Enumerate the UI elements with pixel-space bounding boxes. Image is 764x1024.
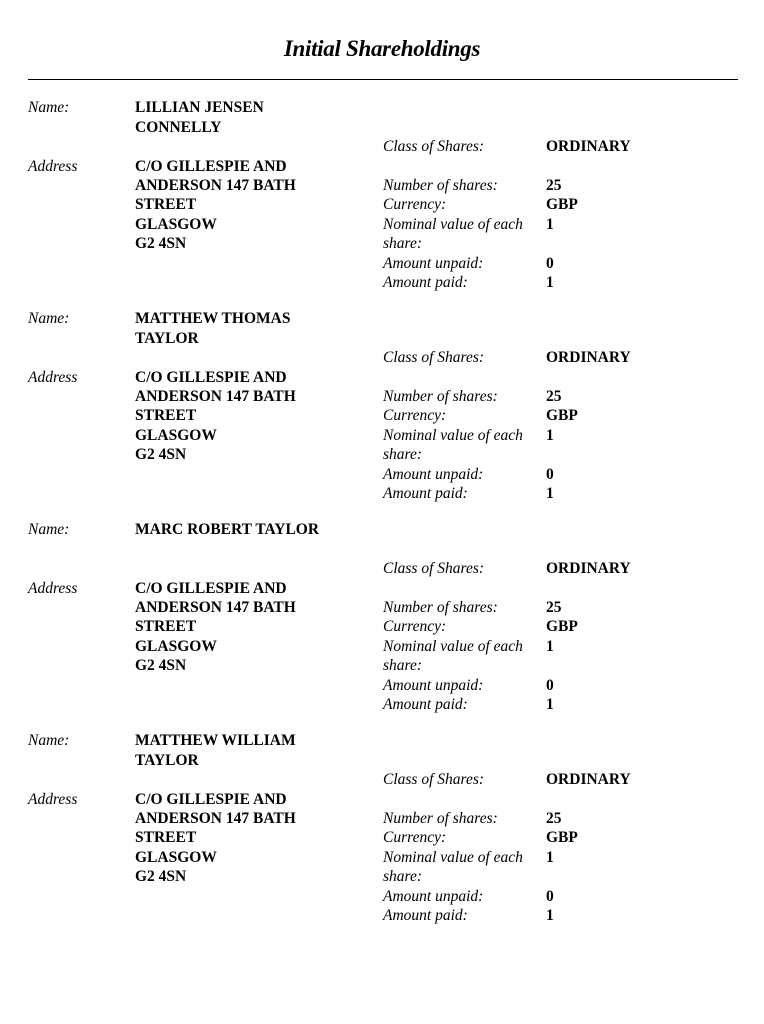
amount-paid-label: Amount paid: <box>383 484 468 502</box>
address-line: G2 4SN <box>135 235 187 252</box>
number-of-shares-label: Number of shares: <box>383 388 498 405</box>
number-of-shares-label: Number of shares: <box>383 177 498 194</box>
title-divider <box>28 79 738 80</box>
currency-label: Currency: <box>383 196 447 213</box>
number-of-shares-value: 25 <box>546 177 562 194</box>
nominal-value-label: share: <box>383 235 423 252</box>
amount-paid-label: Amount paid: <box>383 695 468 713</box>
name-label: Name: <box>28 99 70 116</box>
amount-unpaid-label: Amount unpaid: <box>383 465 484 483</box>
class-of-shares-label: Class of Shares: <box>383 771 485 788</box>
address-line: ANDERSON 147 BATH <box>135 388 296 405</box>
address-label: Address <box>28 157 78 175</box>
number-of-shares-value: 25 <box>546 388 562 405</box>
currency-label: Currency: <box>383 407 447 424</box>
address-line: GLASGOW <box>135 426 217 444</box>
class-of-shares-label: Class of Shares: <box>383 560 485 577</box>
amount-paid-value: 1 <box>546 484 554 502</box>
name-label: Name: <box>28 310 70 327</box>
nominal-value-label: Nominal value of each <box>383 426 523 444</box>
shareholder-block <box>0 309 764 514</box>
address-line: C/O GILLESPIE AND <box>135 790 287 808</box>
amount-unpaid-label: Amount unpaid: <box>383 676 484 694</box>
number-of-shares-value: 25 <box>546 810 562 827</box>
class-of-shares-value: ORDINARY <box>546 560 631 577</box>
address-line: STREET <box>135 618 197 635</box>
amount-unpaid-value: 0 <box>546 465 554 483</box>
shareholder-name: CONNELLY <box>135 118 222 136</box>
address-line: GLASGOW <box>135 637 217 655</box>
name-label: Name: <box>28 732 70 749</box>
address-line: GLASGOW <box>135 848 217 866</box>
currency-value: GBP <box>546 618 578 635</box>
nominal-value-label: Nominal value of each <box>383 848 523 866</box>
amount-paid-value: 1 <box>546 906 554 924</box>
nominal-value-label: share: <box>383 446 423 463</box>
number-of-shares-label: Number of shares: <box>383 599 498 616</box>
address-line: G2 4SN <box>135 446 187 463</box>
shareholder-name: MARC ROBERT TAYLOR <box>135 521 320 538</box>
class-of-shares-value: ORDINARY <box>546 771 631 788</box>
class-of-shares-label: Class of Shares: <box>383 349 485 366</box>
amount-paid-label: Amount paid: <box>383 906 468 924</box>
amount-unpaid-value: 0 <box>546 887 554 905</box>
address-line: ANDERSON 147 BATH <box>135 810 296 827</box>
address-line: ANDERSON 147 BATH <box>135 177 296 194</box>
shareholder-name: TAYLOR <box>135 329 199 347</box>
number-of-shares-value: 25 <box>546 599 562 616</box>
nominal-value-label: share: <box>383 657 423 674</box>
shareholder-block <box>0 520 764 725</box>
shareholder-name: LILLIAN JENSEN <box>135 99 264 116</box>
address-line: G2 4SN <box>135 868 187 885</box>
shareholder-block <box>0 98 764 303</box>
address-label: Address <box>28 368 78 386</box>
amount-paid-label: Amount paid: <box>383 273 468 291</box>
nominal-value-value: 1 <box>546 848 554 866</box>
nominal-value-value: 1 <box>546 426 554 444</box>
nominal-value-value: 1 <box>546 637 554 655</box>
shareholder-name: MATTHEW WILLIAM <box>135 732 296 749</box>
currency-label: Currency: <box>383 829 447 846</box>
shareholder-name: MATTHEW THOMAS <box>135 310 291 327</box>
address-line: STREET <box>135 407 197 424</box>
nominal-value-label: Nominal value of each <box>383 637 523 655</box>
class-of-shares-value: ORDINARY <box>546 349 631 366</box>
class-of-shares-value: ORDINARY <box>546 138 631 155</box>
nominal-value-label: share: <box>383 868 423 885</box>
class-of-shares-label: Class of Shares: <box>383 138 485 155</box>
nominal-value-value: 1 <box>546 215 554 233</box>
address-line: STREET <box>135 829 197 846</box>
address-line: C/O GILLESPIE AND <box>135 579 287 597</box>
shareholder-block <box>0 731 764 936</box>
currency-label: Currency: <box>383 618 447 635</box>
nominal-value-label: Nominal value of each <box>383 215 523 233</box>
address-label: Address <box>28 790 78 808</box>
address-line: ANDERSON 147 BATH <box>135 599 296 616</box>
page-title: Initial Shareholdings <box>283 36 481 61</box>
number-of-shares-label: Number of shares: <box>383 810 498 827</box>
currency-value: GBP <box>546 196 578 213</box>
name-label: Name: <box>28 521 70 538</box>
address-line: G2 4SN <box>135 657 187 674</box>
amount-paid-value: 1 <box>546 695 554 713</box>
shareholder-name: TAYLOR <box>135 751 199 769</box>
currency-value: GBP <box>546 407 578 424</box>
amount-unpaid-label: Amount unpaid: <box>383 887 484 905</box>
amount-unpaid-value: 0 <box>546 676 554 694</box>
address-label: Address <box>28 579 78 597</box>
amount-unpaid-value: 0 <box>546 254 554 272</box>
address-line: GLASGOW <box>135 215 217 233</box>
address-line: C/O GILLESPIE AND <box>135 368 287 386</box>
address-line: C/O GILLESPIE AND <box>135 157 287 175</box>
address-line: STREET <box>135 196 197 213</box>
amount-paid-value: 1 <box>546 273 554 291</box>
amount-unpaid-label: Amount unpaid: <box>383 254 484 272</box>
currency-value: GBP <box>546 829 578 846</box>
